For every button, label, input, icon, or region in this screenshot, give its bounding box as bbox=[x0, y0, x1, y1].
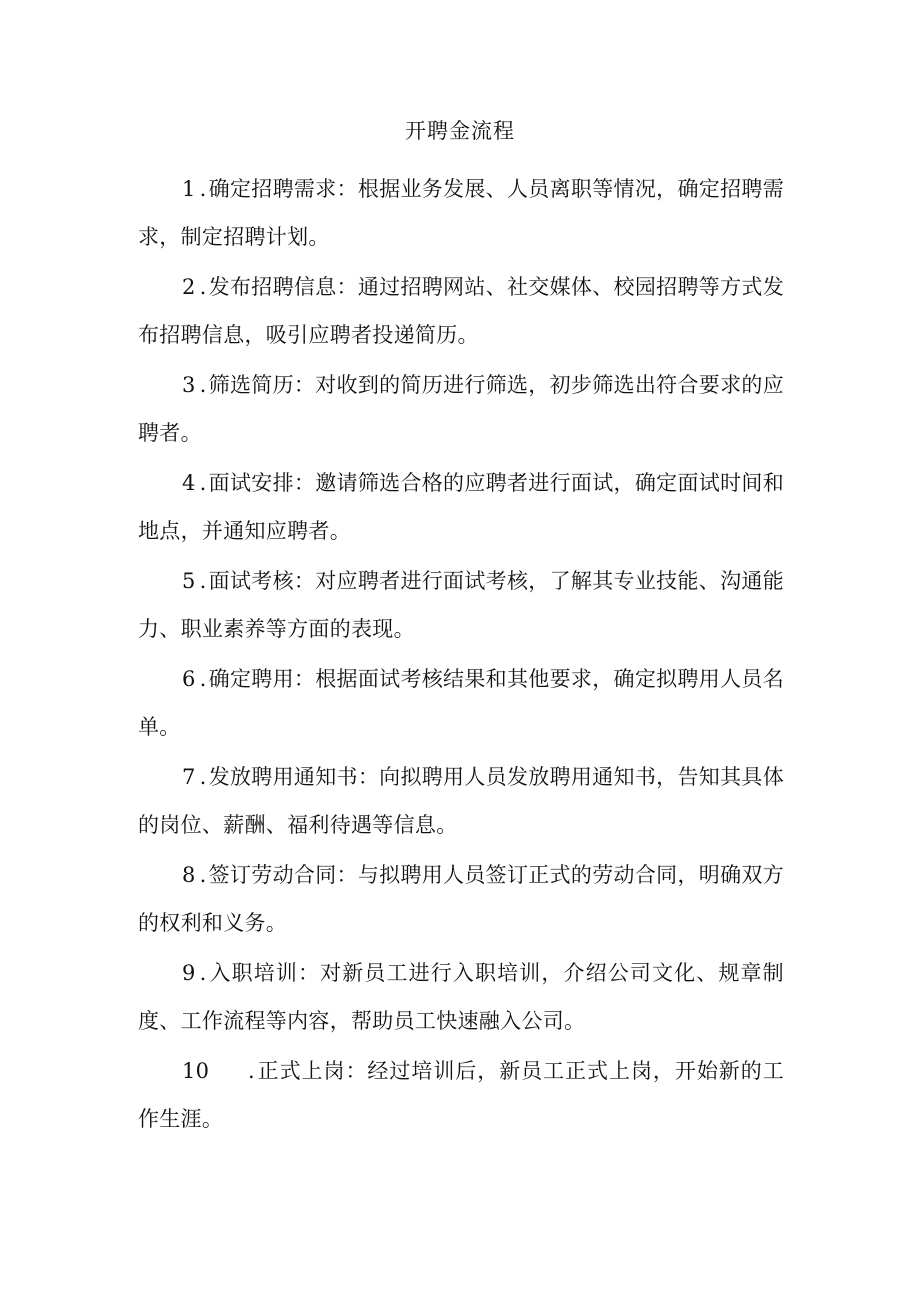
list-item: 8 .签订劳动合同：与拟聘用人员签订正式的劳动合同，明确双方的权利和义务。 bbox=[138, 851, 784, 949]
item-text: 面试安排：邀请筛选合格的应聘者进行面试，确定面试时间和地点，并通知应聘者。 bbox=[138, 471, 784, 543]
item-text: 发放聘用通知书：向拟聘用人员发放聘用通知书，告知其具体的岗位、薪酬、福利待遇等信息。 bbox=[138, 765, 784, 837]
item-text: 入职培训：对新员工进行入职培训，介绍公司文化、规章制度、工作流程等内容，帮助员工快速融入公司。 bbox=[138, 961, 784, 1033]
item-number: 1 bbox=[182, 177, 196, 201]
item-number: 8 bbox=[182, 863, 196, 887]
list-item: 6 .确定聘用：根据面试考核结果和其他要求，确定拟聘用人员名单。 bbox=[138, 655, 784, 753]
item-text: 筛选简历：对收到的简历进行筛选，初步筛选出符合要求的应聘者。 bbox=[138, 373, 784, 445]
page-title: 开聘金流程 bbox=[405, 119, 515, 143]
item-text: 确定招聘需求：根据业务发展、人员离职等情况，确定招聘需求，制定招聘计划。 bbox=[138, 177, 784, 249]
item-number: 3 bbox=[182, 373, 196, 397]
item-number: 6 bbox=[182, 667, 196, 691]
list-item: 7 .发放聘用通知书：向拟聘用人员发放聘用通知书，告知其具体的岗位、薪酬、福利待遇等信息。 bbox=[138, 753, 784, 851]
list-item: 3 .筛选简历：对收到的简历进行筛选，初步筛选出符合要求的应聘者。 bbox=[138, 361, 784, 459]
item-number: 7 bbox=[182, 765, 196, 789]
item-number: 5 bbox=[182, 569, 196, 593]
item-text: 发布招聘信息：通过招聘网站、社交媒体、校园招聘等方式发布招聘信息，吸引应聘者投递简历。 bbox=[138, 275, 784, 347]
list-item: 4 .面试安排：邀请筛选合格的应聘者进行面试，确定面试时间和地点，并通知应聘者。 bbox=[138, 459, 784, 557]
process-list bbox=[138, 165, 784, 1145]
item-number: 9 bbox=[182, 961, 196, 985]
list-item: 1 .确定招聘需求：根据业务发展、人员离职等情况，确定招聘需求，制定招聘计划。 bbox=[138, 165, 784, 263]
item-text: 签订劳动合同：与拟聘用人员签订正式的劳动合同，明确双方的权利和义务。 bbox=[138, 863, 784, 935]
item-number: 4 bbox=[182, 471, 196, 495]
item-text: 正式上岗：经过培训后，新员工正式上岗，开始新的工作生涯。 bbox=[138, 1059, 784, 1131]
item-number: 10 bbox=[182, 1059, 210, 1083]
item-number: 2 bbox=[182, 275, 196, 299]
list-item: 10 .正式上岗：经过培训后，新员工正式上岗，开始新的工作生涯。 bbox=[138, 1047, 784, 1145]
item-text: 确定聘用：根据面试考核结果和其他要求，确定拟聘用人员名单。 bbox=[138, 667, 784, 739]
list-item: 9 .入职培训：对新员工进行入职培训，介绍公司文化、规章制度、工作流程等内容，帮助员工快速融入公司。 bbox=[138, 949, 784, 1047]
list-item: 5 .面试考核：对应聘者进行面试考核，了解其专业技能、沟通能力、职业素养等方面的表现。 bbox=[138, 557, 784, 655]
list-item: 2 .发布招聘信息：通过招聘网站、社交媒体、校园招聘等方式发布招聘信息，吸引应聘者投递简历。 bbox=[138, 263, 784, 361]
item-text: 面试考核：对应聘者进行面试考核，了解其专业技能、沟通能力、职业素养等方面的表现。 bbox=[138, 569, 784, 641]
